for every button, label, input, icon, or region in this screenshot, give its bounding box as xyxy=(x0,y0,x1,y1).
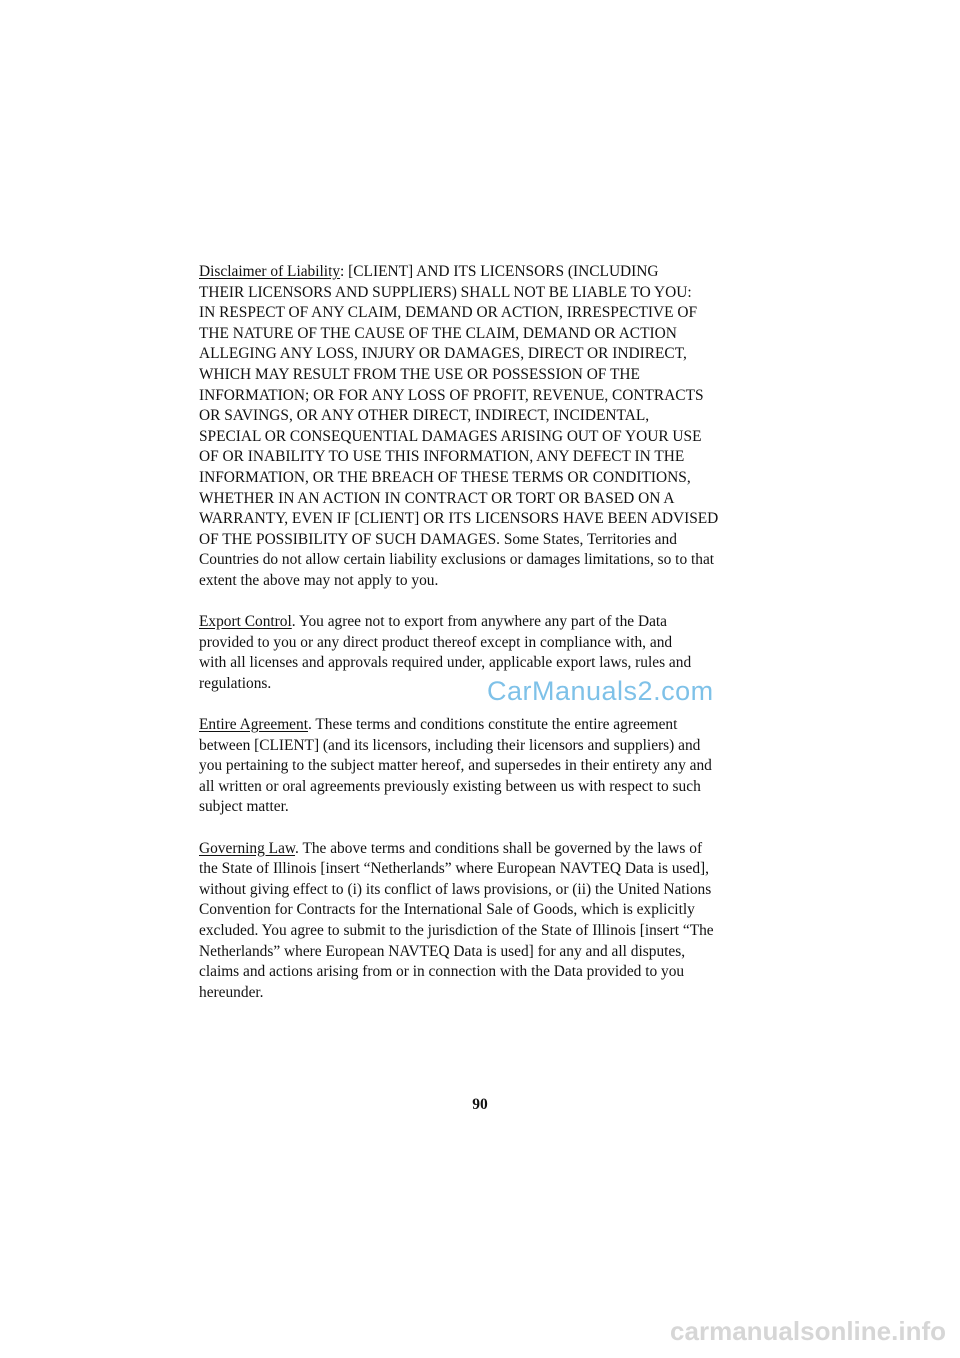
section-heading: Entire Agreement xyxy=(199,716,308,734)
paragraph-line: THEIR LICENSORS AND SUPPLIERS) SHALL NOT BE LIABLE TO YOU: xyxy=(199,283,692,301)
paragraph-line xyxy=(199,715,759,736)
paragraph-line: extent the above may not apply to you. xyxy=(199,571,439,589)
paragraph-line xyxy=(199,262,759,283)
paragraph-line: all written or oral agreements previously existing between us with respect to such xyxy=(199,777,701,795)
paragraph-line xyxy=(199,839,759,860)
page-number: 90 xyxy=(472,1096,488,1113)
paragraph-line: provided to you or any direct product thereof except in compliance with, and xyxy=(199,633,673,651)
section-paragraph xyxy=(199,839,759,1004)
paragraph-line: subject matter. xyxy=(199,798,289,816)
paragraph-line: claims and actions arising from or in connection with the Data provided to you xyxy=(199,963,685,981)
paragraph-line: INFORMATION, OR THE BREACH OF THESE TERMS OR CONDITIONS, xyxy=(199,468,691,486)
paragraph-line: regulations. xyxy=(199,674,272,692)
line-text: . These terms and conditions constitute the entire agreement xyxy=(307,716,678,734)
paragraph-line: OF OR INABILITY TO USE THIS INFORMATION, ANY DEFECT IN THE xyxy=(199,448,685,466)
paragraph-line: excluded. You agree to submit to the jurisdiction of the State of Illinois [insert “The xyxy=(199,922,714,939)
paragraph-line: WARRANTY, EVEN IF [CLIENT] OR ITS LICENSORS HAVE BEEN ADVISED xyxy=(199,510,719,528)
paragraph-line: INFORMATION; OR FOR ANY LOSS OF PROFIT, REVENUE, CONTRACTS xyxy=(199,386,704,404)
section-paragraph xyxy=(199,715,759,818)
line-text: : [CLIENT] AND ITS LICENSORS (INCLUDING xyxy=(340,263,659,280)
paragraph-line xyxy=(199,612,759,633)
paragraph-line: WHETHER IN AN ACTION IN CONTRACT OR TORT OR BASED ON A xyxy=(199,489,675,507)
paragraph-line: with all licenses and approvals required under, applicable export laws, rules and xyxy=(199,654,692,672)
line-text: . The above terms and conditions shall be governed by the laws of xyxy=(295,839,703,857)
paragraph-line: hereunder. xyxy=(199,983,264,1001)
paragraph-line: Convention for Contracts for the International Sale of Goods, which is explicitly xyxy=(199,901,695,919)
paragraph-line: IN RESPECT OF ANY CLAIM, DEMAND OR ACTION, IRRESPECTIVE OF xyxy=(199,304,698,322)
paragraph-line: OF THE POSSIBILITY OF SUCH DAMAGES. Some States, Territories and xyxy=(199,530,677,548)
line-text: . You agree not to export from anywhere any part of the Data xyxy=(291,613,668,631)
paragraph-line: the State of Illinois [insert “Netherlands” where European NAVTEQ Data is used], xyxy=(199,860,710,878)
paragraph-line: ALLEGING ANY LOSS, INJURY OR DAMAGES, DIRECT OR INDIRECT, xyxy=(199,345,687,363)
watermark-carmanualsonline: carmanualsonline.info xyxy=(670,1316,946,1346)
document-body xyxy=(199,262,759,1024)
paragraph-line: OR SAVINGS, OR ANY OTHER DIRECT, INDIRECT, INCIDENTAL, xyxy=(199,407,650,425)
watermark-carmanuals2: CarManuals2.com xyxy=(487,676,714,706)
section-heading: Export Control xyxy=(199,613,292,631)
section-heading: Governing Law xyxy=(199,839,296,857)
section-paragraph xyxy=(199,262,759,592)
paragraph-line: WHICH MAY RESULT FROM THE USE OR POSSESSION OF THE xyxy=(199,365,640,383)
paragraph-line: Countries do not allow certain liability exclusions or damages limitations, so to that xyxy=(199,551,715,569)
paragraph-line: without giving effect to (i) its conflict of laws provisions, or (ii) the United Nations xyxy=(199,880,712,898)
paragraph-line: SPECIAL OR CONSEQUENTIAL DAMAGES ARISING OUT OF YOUR USE xyxy=(199,427,702,445)
paragraph-line: between [CLIENT] (and its licensors, including their licensors and suppliers) and xyxy=(199,736,701,754)
paragraph-line: Netherlands” where European NAVTEQ Data is used] for any and all disputes, xyxy=(199,942,686,960)
paragraph-line: THE NATURE OF THE CAUSE OF THE CLAIM, DEMAND OR ACTION xyxy=(199,324,677,342)
paragraph-line: you pertaining to the subject matter hereof, and supersedes in their entirety any and xyxy=(199,757,712,775)
section-heading: Disclaimer of Liability xyxy=(199,263,341,280)
